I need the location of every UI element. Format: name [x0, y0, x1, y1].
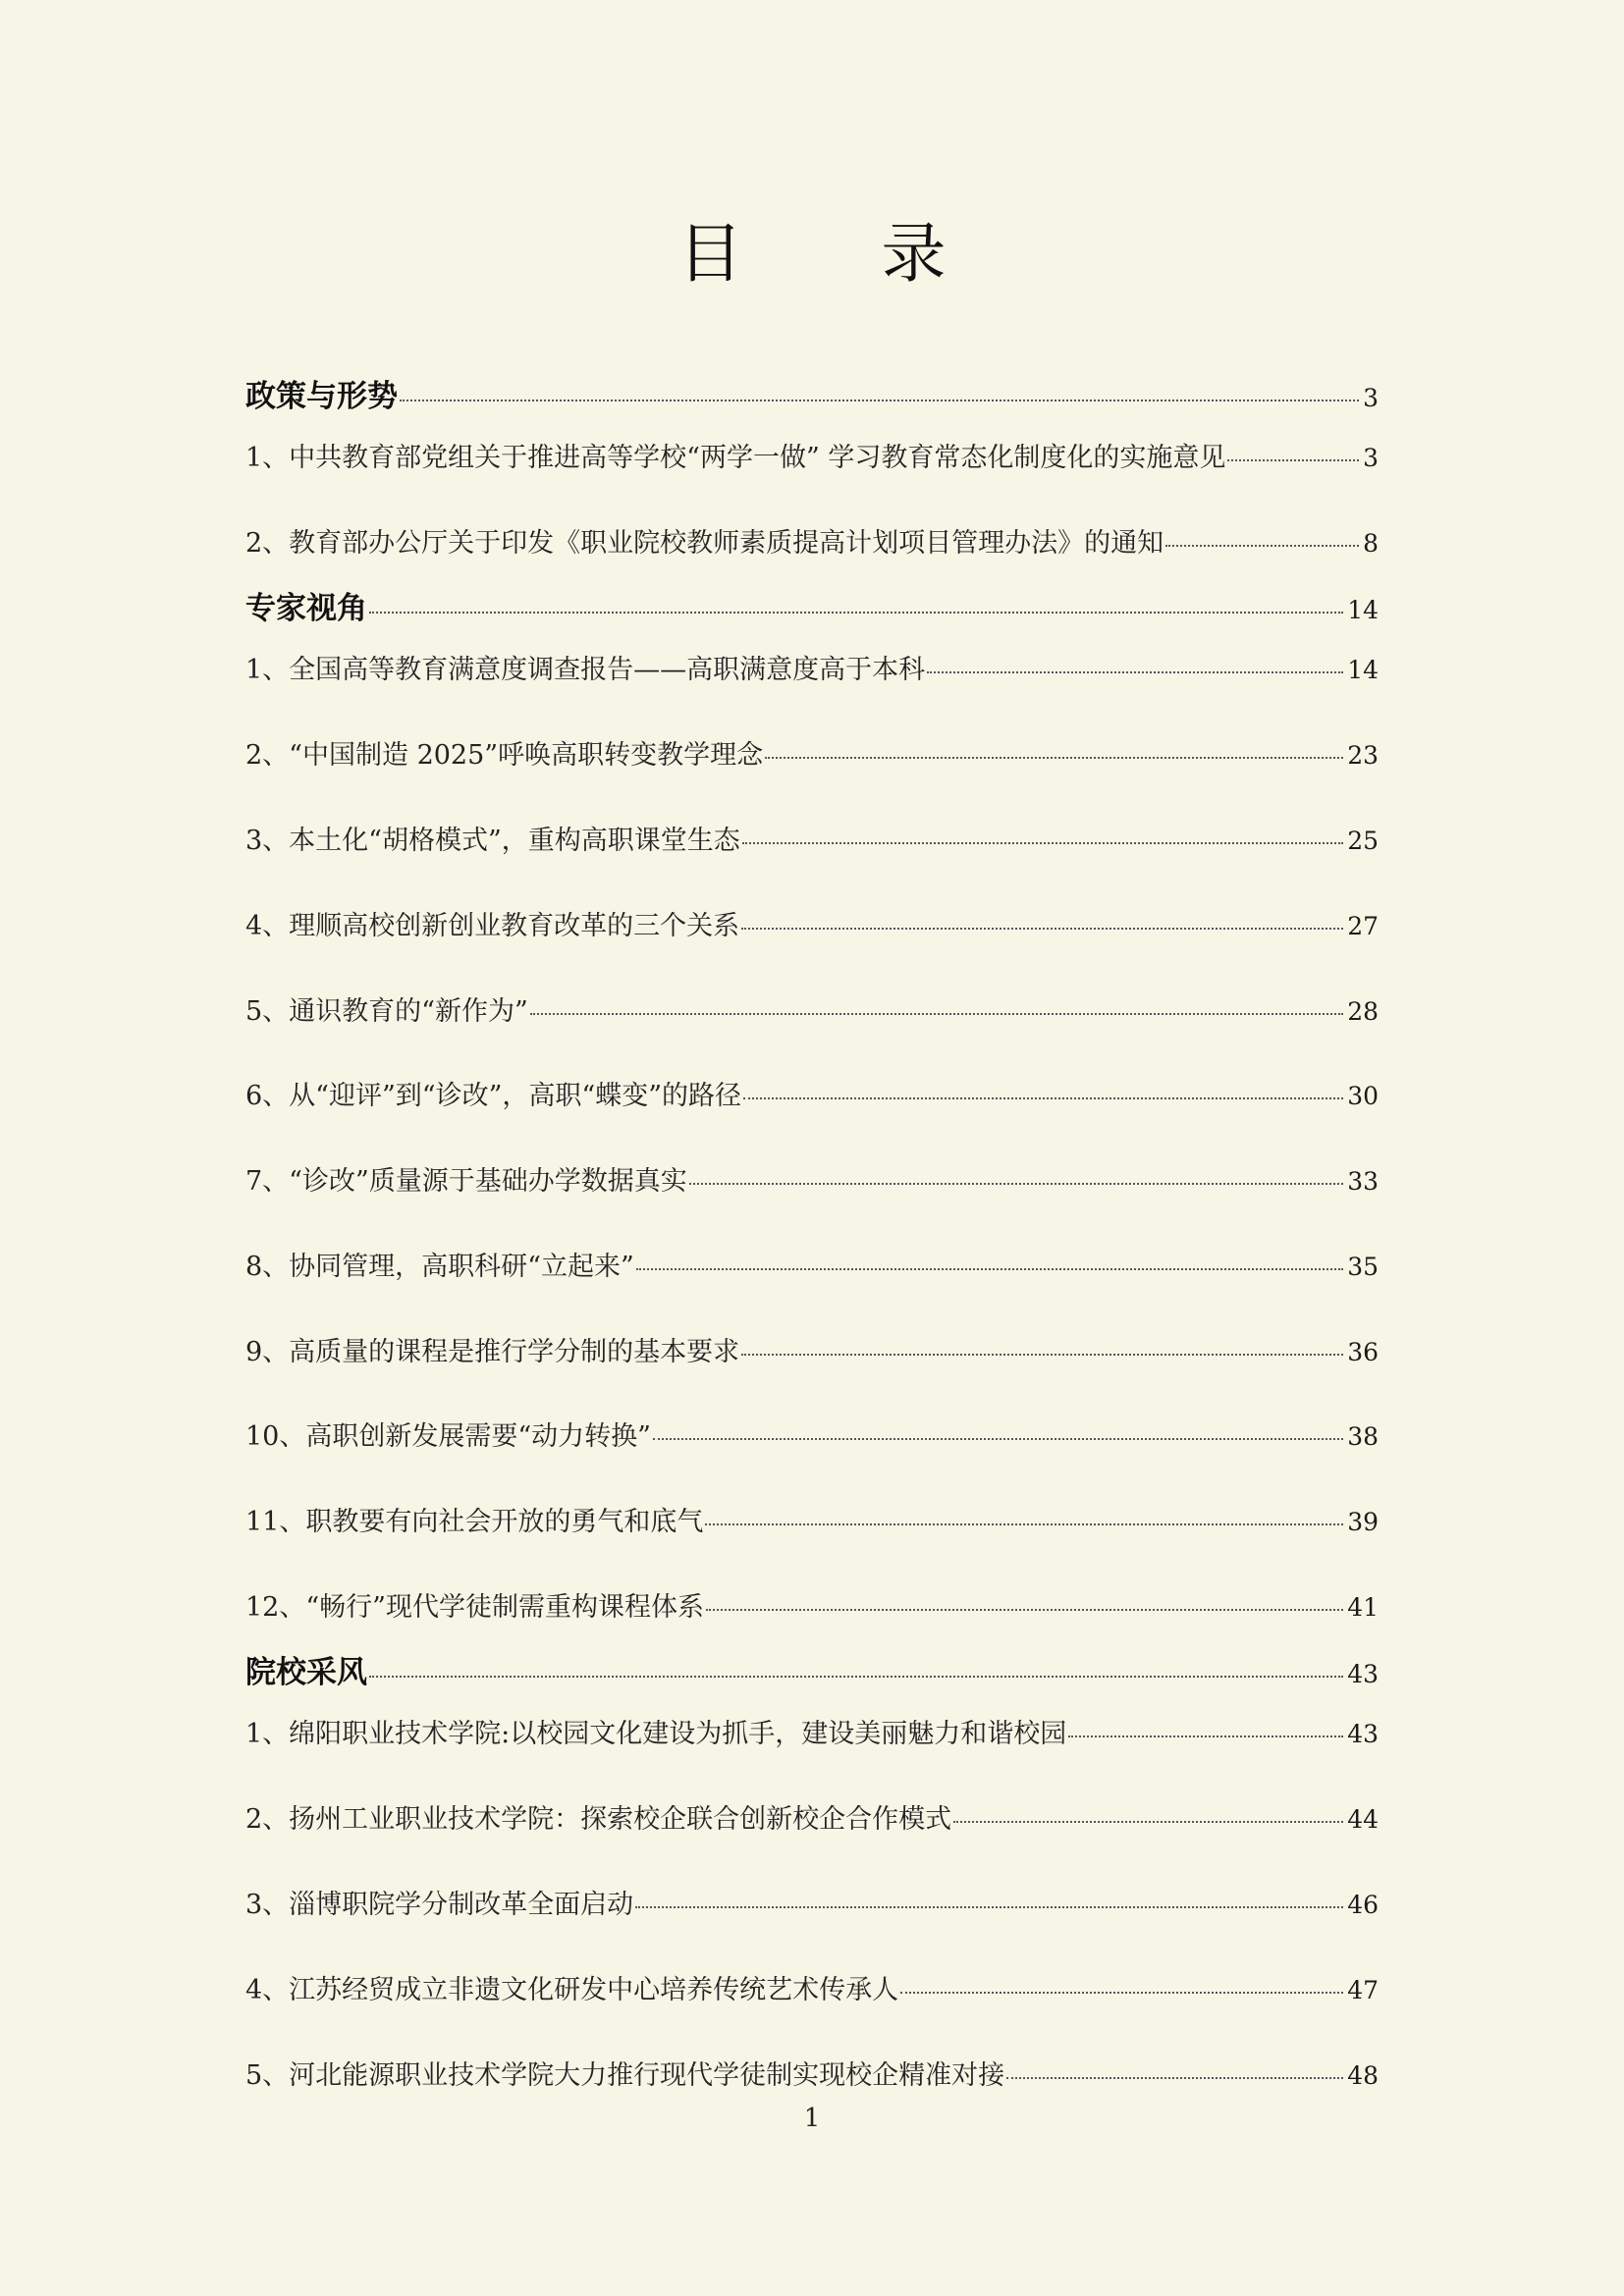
toc-page-number: 30: [1347, 1082, 1379, 1110]
toc-entry-title: 8、协同管理，高职科研“立起来”: [245, 1252, 634, 1282]
toc-entry-title: 11、职教要有向社会开放的勇气和底气: [245, 1507, 704, 1537]
table-of-contents: [245, 0, 1379, 2296]
dot-leader: [689, 1183, 1343, 1185]
toc-entry-title: 1、绵阳职业技术学院:以校园文化建设为抓手，建设美丽魅力和谐校园: [245, 1719, 1067, 1749]
page-title: 目 录: [677, 216, 1005, 292]
toc-page-number: 38: [1347, 1422, 1379, 1451]
toc-item[interactable]: [245, 648, 1379, 686]
toc-page-number: 39: [1347, 1508, 1379, 1536]
dot-leader: [1165, 545, 1359, 547]
dot-leader: [741, 1354, 1343, 1356]
toc-entry-title: 12、“畅行”现代学徒制需重构课程体系: [245, 1592, 704, 1623]
toc-item[interactable]: [245, 1883, 1379, 1921]
dot-leader: [369, 612, 1343, 614]
toc-entry-title: 1、全国高等教育满意度调查报告——高职满意度高于本科: [245, 655, 926, 685]
toc-item[interactable]: [245, 989, 1379, 1028]
toc-page-number: 35: [1347, 1253, 1379, 1281]
toc-item[interactable]: [245, 733, 1379, 772]
toc-entry-title: 2、“中国制造 2025”呼唤高职转变教学理念: [245, 740, 764, 771]
toc-entry-title: 4、江苏经贸成立非遗文化研发中心培养传统艺术传承人: [245, 1975, 899, 2005]
toc-entry-title: 4、理顺高校创新创业教育改革的三个关系: [245, 911, 740, 941]
toc-entry-title: 院校采风: [245, 1655, 367, 1690]
dot-leader: [400, 400, 1359, 401]
toc-entry-title: 6、从“迎评”到“诊改”，高职“蝶变”的路径: [245, 1081, 741, 1111]
dot-leader: [530, 1013, 1343, 1015]
toc-entry-title: 3、本土化“胡格模式”，重构高职课堂生态: [245, 826, 740, 856]
toc-page-number: 14: [1347, 596, 1379, 624]
toc-entry-title: 7、“诊改”质量源于基础办学数据真实: [245, 1166, 687, 1197]
dot-leader: [636, 1268, 1343, 1270]
toc-item[interactable]: [245, 1245, 1379, 1283]
dot-leader: [741, 928, 1343, 930]
dot-leader: [635, 1906, 1343, 1908]
toc-entry-title: 9、高质量的课程是推行学分制的基本要求: [245, 1337, 740, 1367]
toc-entry-title: 2、扬州工业职业技术学院：探索校企联合创新校企合作模式: [245, 1804, 952, 1835]
toc-page-number: 8: [1363, 529, 1379, 558]
toc-section-campus[interactable]: [245, 1647, 1379, 1691]
toc-page-number: 3: [1363, 444, 1379, 472]
dot-leader: [369, 1676, 1343, 1678]
toc-entry-title: 5、河北能源职业技术学院大力推行现代学徒制实现校企精准对接: [245, 2060, 1005, 2091]
toc-item[interactable]: [245, 521, 1379, 560]
dot-leader: [742, 842, 1343, 844]
toc-page-number: 25: [1347, 827, 1379, 855]
dot-leader: [1068, 1735, 1343, 1737]
toc-item[interactable]: [245, 819, 1379, 857]
toc-item[interactable]: [245, 904, 1379, 942]
toc-item[interactable]: [245, 1500, 1379, 1538]
toc-section-policy[interactable]: [245, 371, 1379, 415]
dot-leader: [1006, 2077, 1343, 2079]
dot-leader: [927, 671, 1343, 673]
toc-page-number: 41: [1347, 1593, 1379, 1622]
toc-entry-title: 政策与形势: [245, 379, 398, 414]
toc-page-number: 23: [1347, 741, 1379, 770]
toc-item[interactable]: [245, 1074, 1379, 1112]
toc-page-number: 33: [1347, 1167, 1379, 1196]
toc-entry-title: 2、教育部办公厅关于印发《职业院校教师素质提高计划项目管理办法》的通知: [245, 528, 1164, 559]
toc-entry-title: 1、中共教育部党组关于推进高等学校“两学一做” 学习教育常态化制度化的实施意见: [245, 443, 1226, 473]
toc-item[interactable]: [245, 2054, 1379, 2092]
toc-entry-title: 3、淄博职院学分制改革全面启动: [245, 1890, 634, 1920]
toc-page-number: 43: [1347, 1720, 1379, 1748]
toc-page-number: 48: [1347, 2061, 1379, 2090]
toc-page-number: 14: [1347, 656, 1379, 684]
toc-item[interactable]: [245, 1159, 1379, 1198]
dot-leader: [743, 1097, 1343, 1099]
page-number-footer: 1: [803, 2104, 821, 2133]
toc-item[interactable]: [245, 1968, 1379, 2006]
dot-leader: [953, 1821, 1343, 1823]
toc-page-number: 46: [1347, 1891, 1379, 1919]
toc-item[interactable]: [245, 1585, 1379, 1624]
toc-section-expert[interactable]: [245, 583, 1379, 627]
dot-leader: [706, 1609, 1343, 1611]
dot-leader: [900, 1992, 1343, 1994]
dot-leader: [1227, 459, 1359, 461]
toc-page-number: 47: [1347, 1976, 1379, 2004]
toc-item[interactable]: [245, 1712, 1379, 1750]
toc-page-number: 44: [1347, 1805, 1379, 1834]
toc-page-number: 43: [1347, 1660, 1379, 1688]
dot-leader: [765, 757, 1343, 759]
toc-page-number: 27: [1347, 912, 1379, 940]
toc-page-number: 3: [1363, 384, 1379, 412]
toc-item[interactable]: [245, 1797, 1379, 1836]
toc-entry-title: 专家视角: [245, 591, 367, 626]
toc-page-number: 28: [1347, 997, 1379, 1026]
toc-entry-title: 5、通识教育的“新作为”: [245, 996, 528, 1027]
dot-leader: [653, 1438, 1343, 1440]
toc-item[interactable]: [245, 1415, 1379, 1453]
dot-leader: [705, 1523, 1343, 1525]
toc-item[interactable]: [245, 1330, 1379, 1368]
toc-item[interactable]: [245, 436, 1379, 474]
toc-entry-title: 10、高职创新发展需要“动力转换”: [245, 1421, 651, 1452]
toc-page-number: 36: [1347, 1338, 1379, 1366]
